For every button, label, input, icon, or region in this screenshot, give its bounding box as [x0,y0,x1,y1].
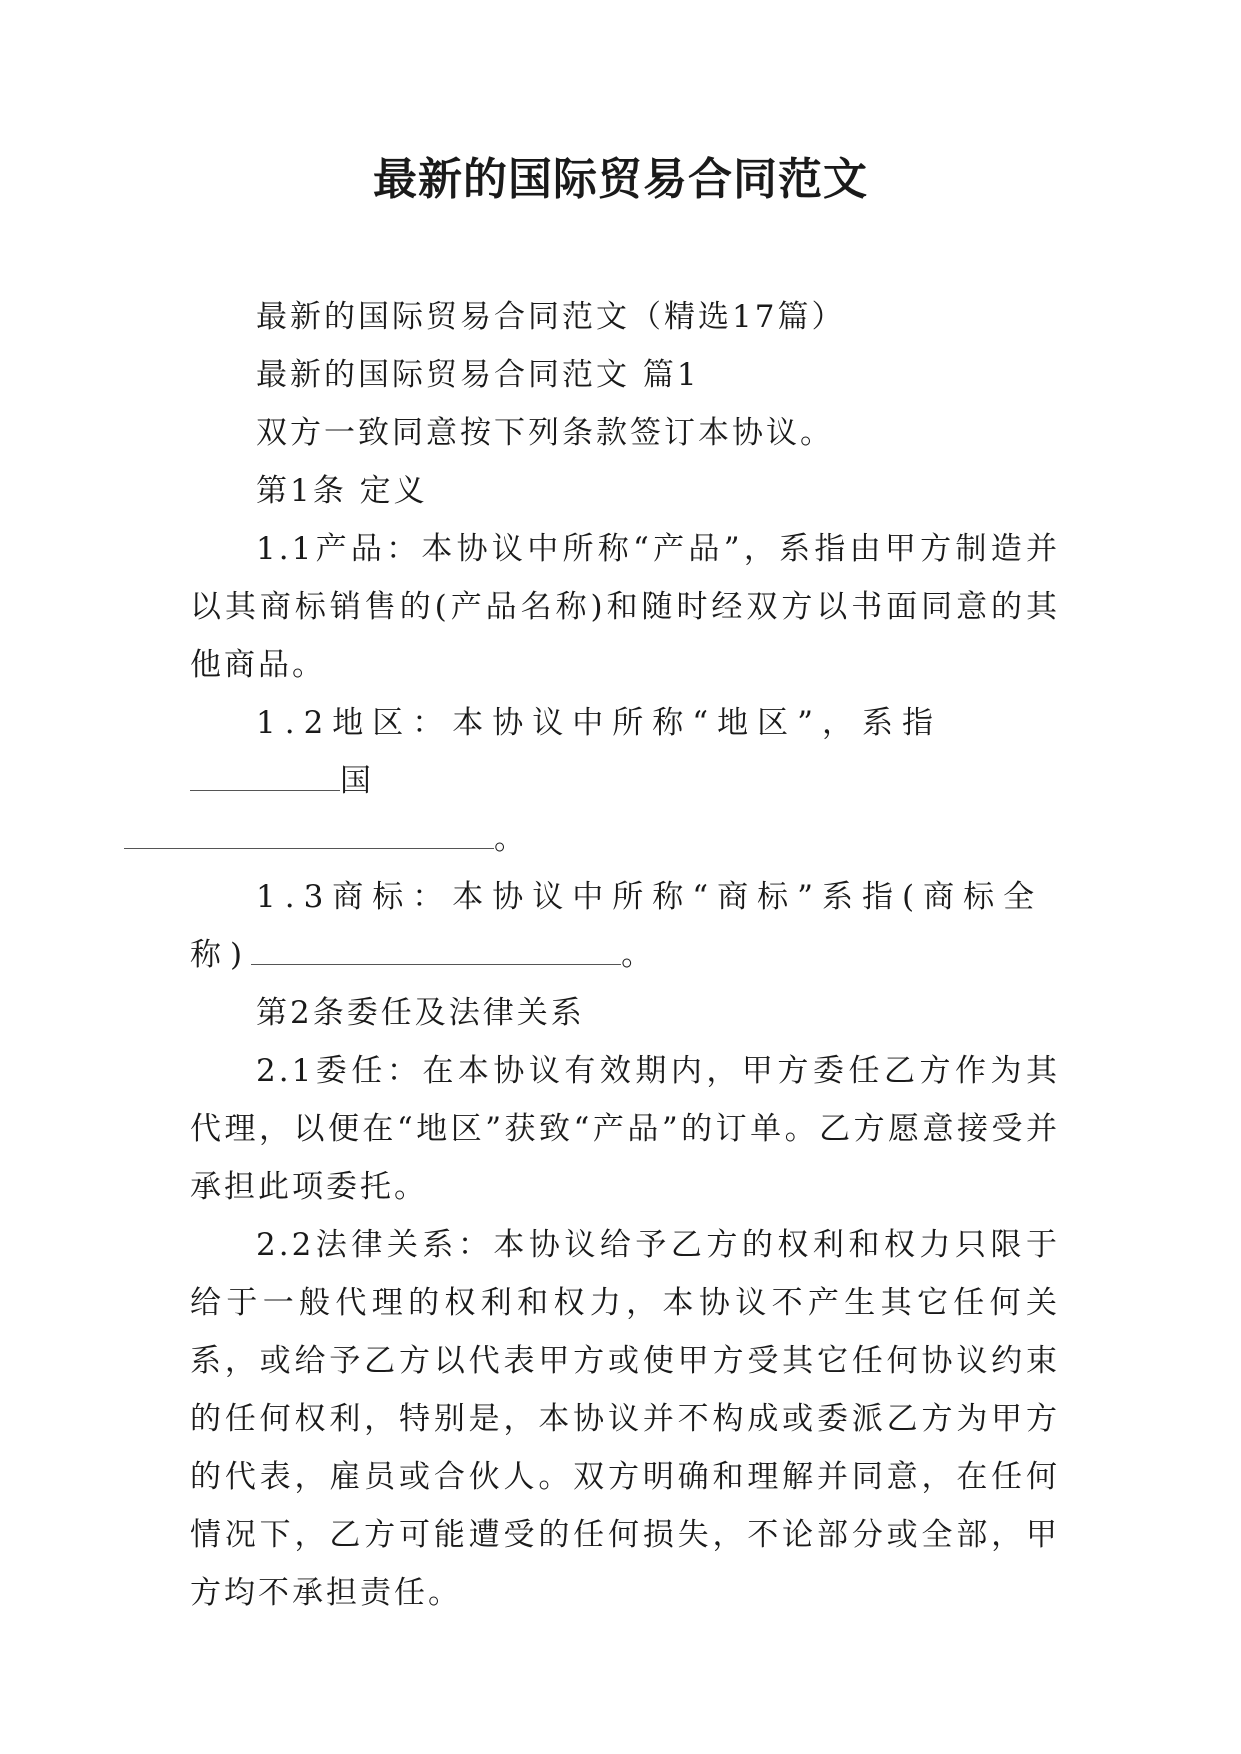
clause-1-2-country: 国 [340,763,380,799]
intro-line: 双方一致同意按下列条款签订本协议。 [256,415,834,451]
article-2-heading: 第2条委任及法律关系 [256,995,585,1031]
part-heading: 最新的国际贸易合同范文 篇1 [256,357,700,393]
document-body [190,288,1060,1622]
clause-1-2-end: 。 [494,821,534,857]
subtitle-line: 最新的国际贸易合同范文（精选17篇） [256,299,846,335]
clause-1-2 [190,694,1060,868]
document-title: 最新的国际贸易合同范文 [373,154,868,205]
clause-1-3-text: 1.3商标：本协议中所称“商标”系指(商标全称) [190,879,1044,973]
clause-1-2-text: 1.2地区：本协议中所称“地区”，系指 [256,705,942,741]
blank-line [190,758,340,791]
article-1-heading: 第1条 定义 [256,473,428,509]
clause-1-3 [190,868,1060,984]
clause-1-1: 1.1产品：本协议中所称“产品”，系指由甲方制造并以其商标销售的(产品名称)和随时经双方以书面同意的其他商品。 [190,531,1060,683]
blank-line [124,816,494,849]
clause-2-1: 2.1委任：在本协议有效期内，甲方委任乙方作为其代理，以便在“地区”获致“产品”的订单。乙方愿意接受并承担此项委托。 [190,1053,1060,1205]
clause-2-2: 2.2法律关系：本协议给予乙方的权利和权力只限于给于一般代理的权利和权力，本协议不产生其它任何关系，或给予乙方以代表甲方或使甲方受其它任何协议约束的任何权利，特别是，本协议并不构成或委派乙方为甲方的代表，雇员或合伙人。双方明确和理解并同意，在任何情况下，乙方可能遭受的任何损失，不论部分或全部，甲方均不承担责任。 [190,1227,1060,1611]
blank-line [251,932,621,965]
clause-1-3-end: 。 [621,937,662,973]
